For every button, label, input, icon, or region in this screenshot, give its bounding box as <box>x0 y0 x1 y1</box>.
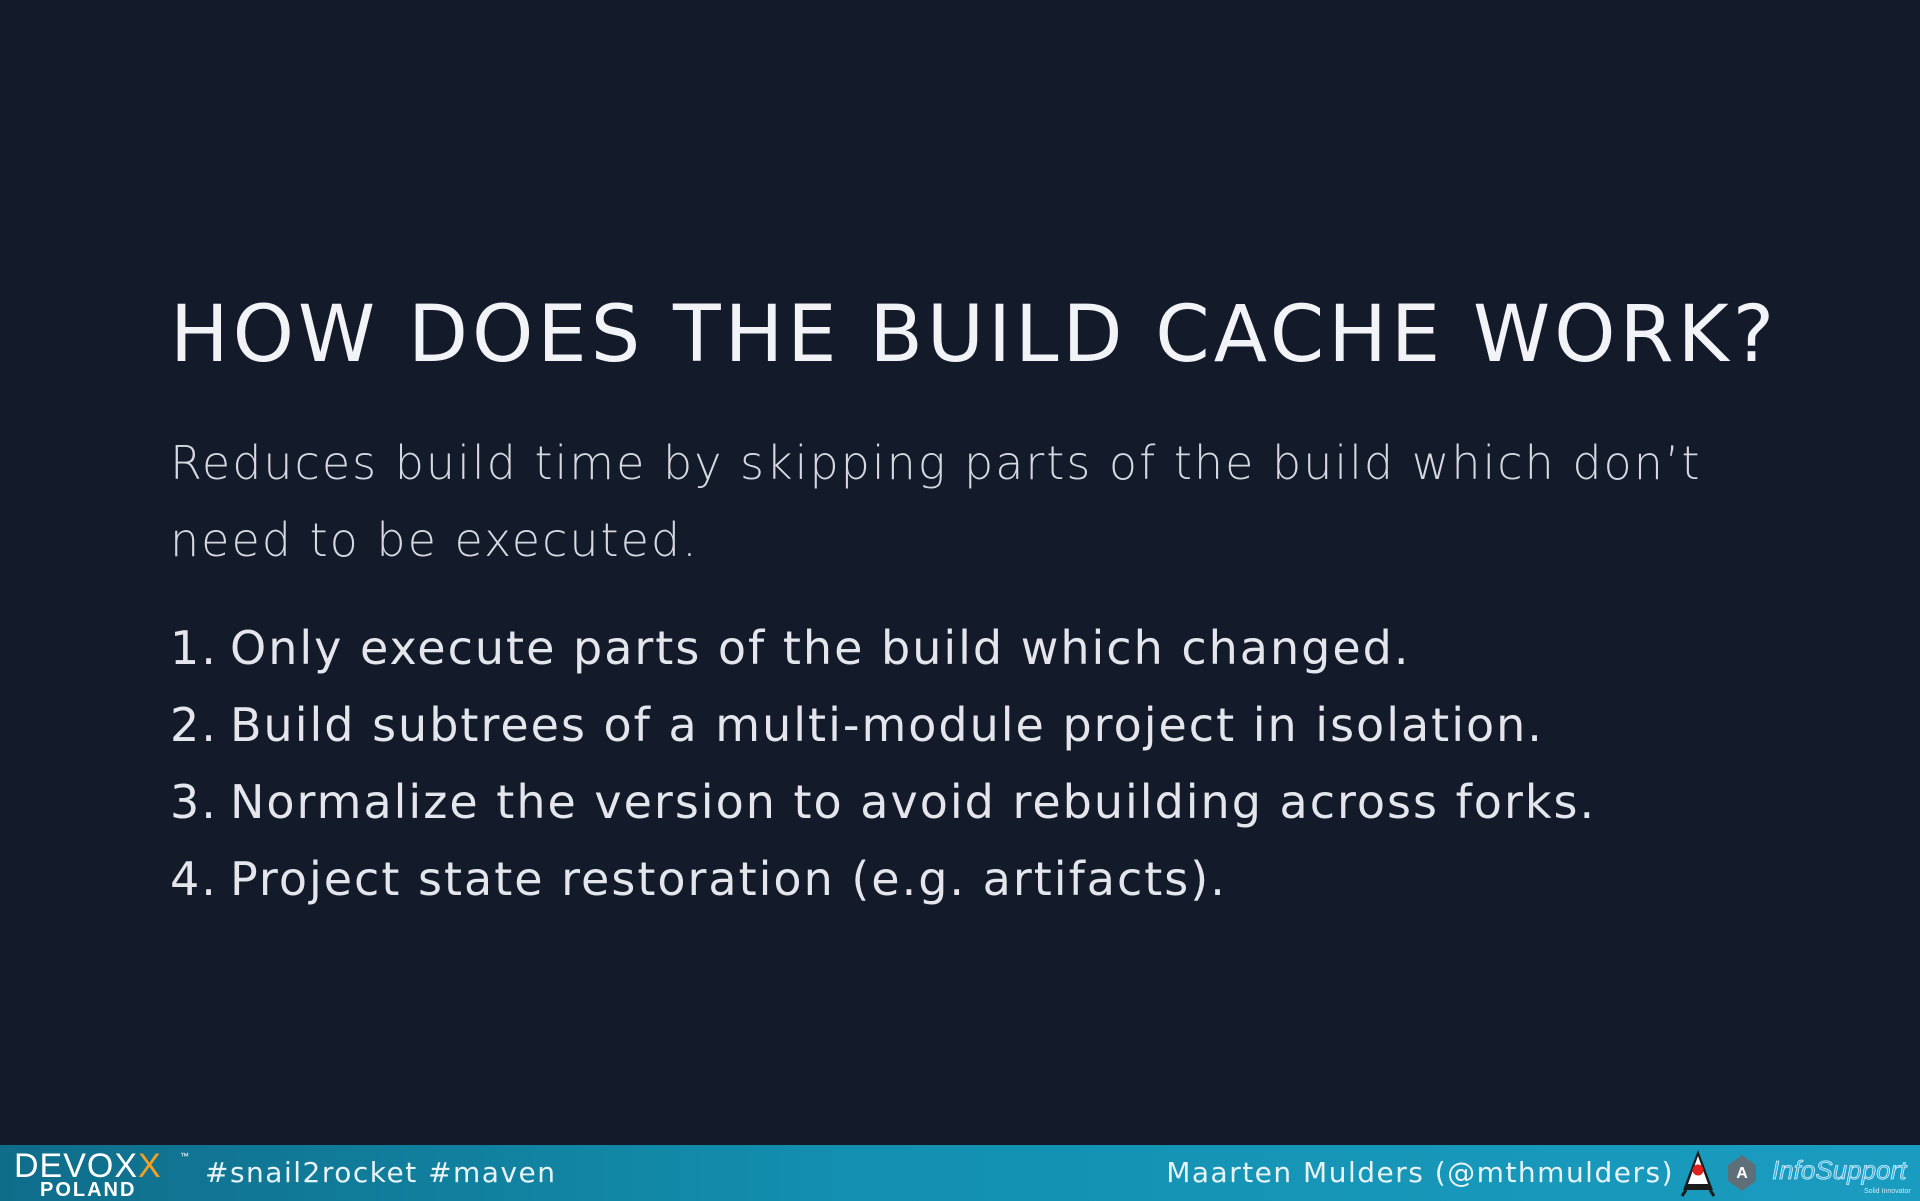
list-item-text: Only execute parts of the build which changed. <box>230 621 1411 675</box>
svg-text:Solid Innovator: Solid Innovator <box>1864 1188 1911 1195</box>
list-item-number: 2. <box>170 698 218 752</box>
svg-text:InfoSupport: InfoSupport <box>1772 1155 1907 1185</box>
list-item <box>170 764 1596 841</box>
list-item-text: Project state restoration (e.g. artifacts). <box>230 852 1227 906</box>
devoxx-logo-subtitle: POLAND <box>40 1179 137 1201</box>
steps-list <box>170 610 1596 918</box>
info-support-logo <box>1768 1149 1916 1197</box>
list-item-text: Normalize the version to avoid rebuilding across forks. <box>230 775 1597 829</box>
list-item-number: 4. <box>170 852 218 906</box>
devoxx-logo-wordmark: DEVOXX <box>14 1147 162 1185</box>
svg-text:A: A <box>1736 1165 1748 1182</box>
list-item-number: 1. <box>170 621 218 675</box>
a-badge-icon <box>1726 1153 1758 1193</box>
devoxx-trademark: ™ <box>180 1151 189 1161</box>
footer-hashtags: #snail2rocket #maven <box>205 1156 557 1189</box>
list-item <box>170 687 1596 764</box>
list-item-number: 3. <box>170 775 218 829</box>
slide-intro: Reduces build time by skipping parts of the build which don’t need to be executed. <box>170 436 1702 567</box>
list-item <box>170 841 1596 918</box>
list-item <box>170 610 1596 687</box>
footer-speaker: Maarten Mulders (@mthmulders) <box>1166 1156 1674 1189</box>
devoxx-poland-logo <box>14 1149 194 1199</box>
footer-bar <box>0 1145 1920 1201</box>
java-duke-icon <box>1680 1148 1716 1198</box>
list-item-text: Build subtrees of a multi-module project in isolation. <box>230 698 1544 752</box>
slide-title: HOW DOES THE BUILD CACHE WORK? <box>170 290 1779 380</box>
